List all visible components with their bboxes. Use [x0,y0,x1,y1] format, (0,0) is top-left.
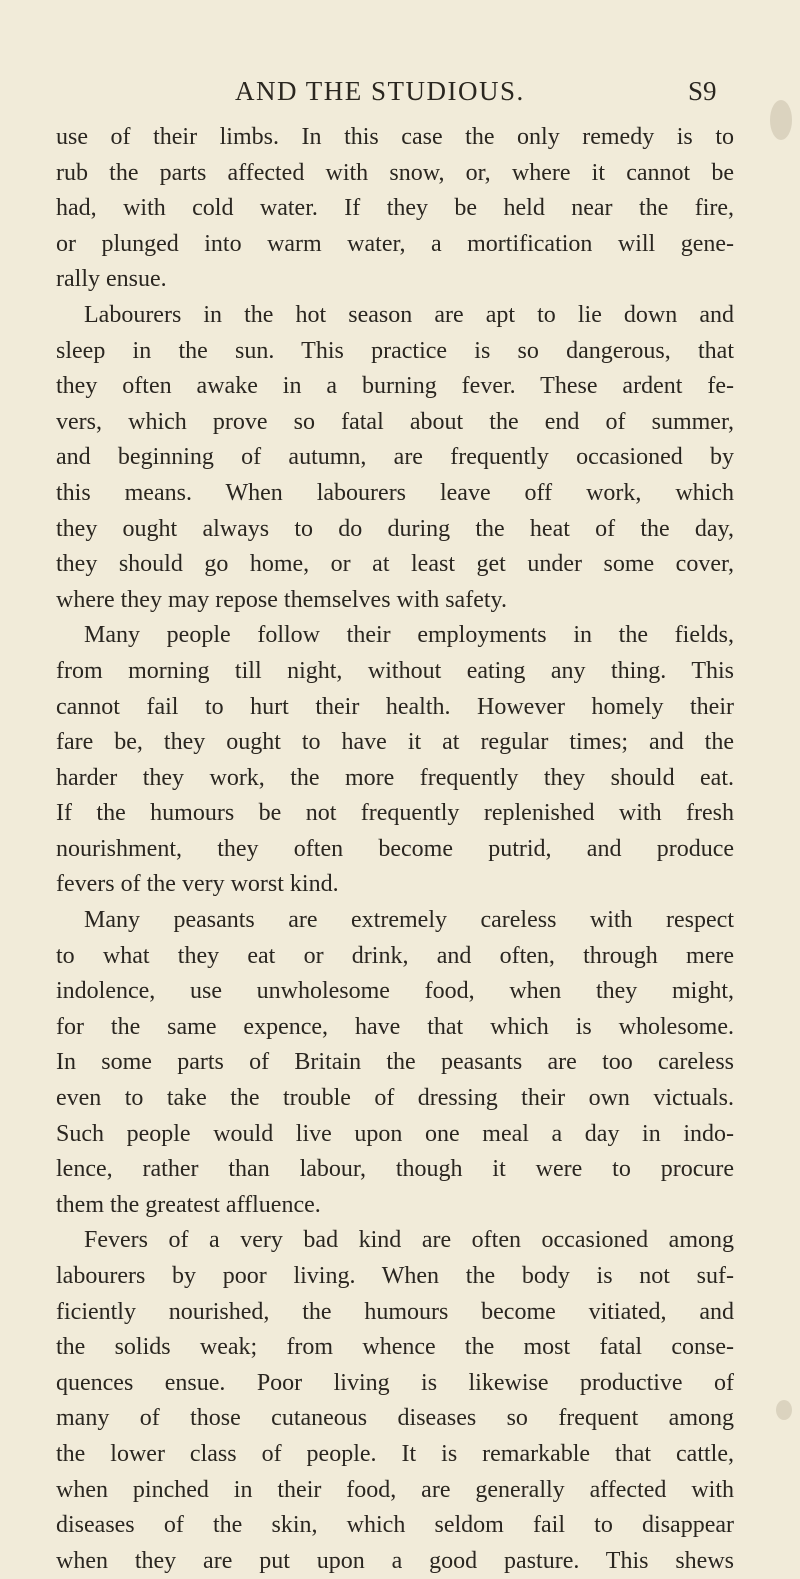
paper-stain [776,1400,792,1420]
text-line: If the humours be not frequently replenished with fresh [56,800,734,827]
text-line: rally ensue. [56,266,167,293]
text-line: to what they eat or drink, and often, through mere [56,942,734,969]
paragraph-first-line: Many people follow their employments in the fields, [84,622,734,649]
text-line: when pinched in their food, are generally affected with [56,1476,734,1503]
paper-stain [770,100,792,140]
text-line: even to take the trouble of dressing their own victuals. [56,1085,734,1112]
text-line: diseases of the skin, which seldom fail to disappear [56,1512,734,1539]
text-line: had, with cold water. If they be held near the fire, [56,195,734,222]
text-line: ficiently nourished, the humours become vitiated, and [56,1298,734,1325]
text-line: they often awake in a burning fever. These ardent fe- [56,373,734,400]
text-line: fare be, they ought to have it at regular times; and the [56,729,734,756]
text-line: lence, rather than labour, though it were to procure [56,1156,734,1183]
text-line: use of their limbs. In this case the only remedy is to [56,124,734,150]
text-line: indolence, use unwholesome food, when they might, [56,978,734,1005]
page-number: S9 [688,76,717,106]
text-line: when they are put upon a good pasture. This shews [56,1547,734,1574]
text-line: labourers by poor living. When the body is not suf- [56,1263,734,1289]
paragraph-first-line: Fevers of a very bad kind are often occasioned among [84,1227,734,1254]
text-line: sleep in the sun. This practice is so dangerous, that [56,337,734,364]
text-line: them the greatest affluence. [56,1191,321,1218]
text-line: many of those cutaneous diseases so frequent among [56,1405,734,1432]
text-line: they should go home, or at least get under some cover, [56,551,734,578]
text-line: this means. When labourers leave off work, which [56,479,734,506]
text-line: where they may repose themselves with safety. [56,586,507,613]
text-line: vers, which prove so fatal about the end of summer, [56,408,734,435]
text-line: the solids weak; from whence the most fatal conse- [56,1334,734,1361]
text-line: they ought always to do during the heat of the day, [56,515,734,542]
text-line: for the same expence, have that which is wholesome. [56,1013,734,1040]
text-line: the lower class of people. It is remarkable that cattle, [56,1440,734,1467]
text-line: In some parts of Britain the peasants are too careless [56,1049,734,1076]
text-line: or plunged into warm water, a mortification will gene- [56,230,734,257]
running-title: AND THE STUDIOUS. [235,76,525,106]
text-line: cannot fail to hurt their health. However homely their [56,693,734,720]
text-line: nourishment, they often become putrid, and produce [56,835,734,862]
text-line: and beginning of autumn, are frequently occasioned by [56,444,734,471]
text-line: harder they work, the more frequently they should eat. [56,764,734,791]
text-line: rub the parts affected with snow, or, where it cannot be [56,159,734,186]
body-text [56,120,734,1579]
text-line: Such people would live upon one meal a day in indo- [56,1120,734,1147]
text-line: from morning till night, without eating any thing. This [56,657,734,684]
text-line: fevers of the very worst kind. [56,871,339,898]
text-line: quences ensue. Poor living is likewise productive of [56,1369,734,1396]
paragraph-first-line: Labourers in the hot season are apt to lie down and [84,301,734,328]
paragraph-first-line: Many peasants are extremely careless with respect [84,907,734,934]
